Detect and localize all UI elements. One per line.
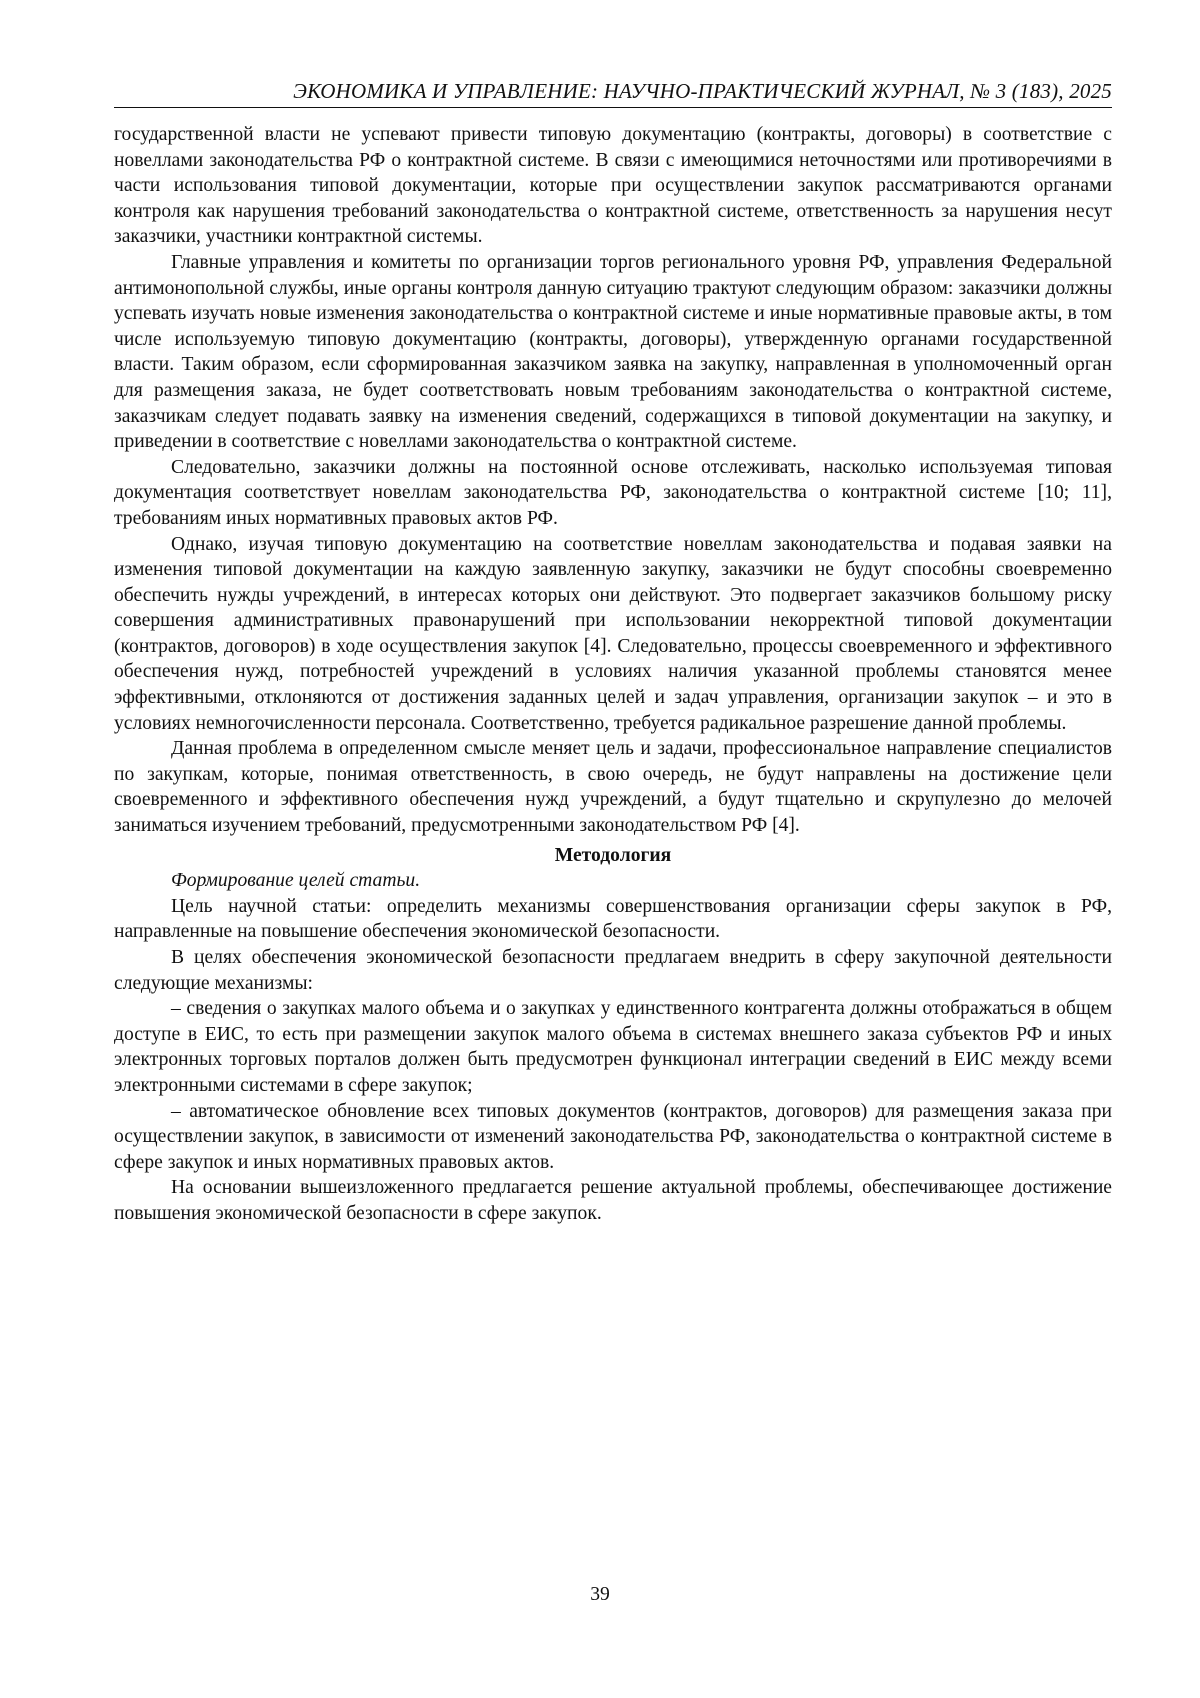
paragraph: Следовательно, заказчики должны на постоянной основе отслеживать, насколько используемая типовая документация соответствует новеллам законодательства РФ, законодательства о контрактной системе [10; 11], требованиям иных нормативных правовых актов РФ.: [114, 456, 1112, 529]
article-body: [114, 122, 1112, 1227]
section-heading-methodology: Методология: [554, 844, 672, 866]
list-item: – автоматическое обновление всех типовых документов (контрактов, договоров) для размещения заказа при осуществлении закупок, в зависимости от изменений законодательства РФ, законодательства о контрактной системе в сфере закупок и иных нормативных правовых актов.: [114, 1100, 1112, 1173]
subsection-heading: Формирование целей статьи.: [171, 870, 421, 892]
paragraph: В целях обеспечения экономической безопасности предлагаем внедрить в сферу закупочной деятельности следующие механизмы:: [114, 947, 1112, 994]
paragraph: Цель научной статьи: определить механизмы совершенствования организации сферы закупок в РФ, направленные на повышение обеспечения экономической безопасности.: [114, 895, 1112, 943]
paragraph: Главные управления и комитеты по организации торгов регионального уровня РФ, управления Федеральной антимонопольной службы, иные органы контроля данную ситуацию трактуют следующим образом: заказчики должны успевать изучать новые изменения законодательства о контрактной системе и иные нормативные правовые акты, в том числе используемую типовую документацию (контракты, договоры), утвержденную органами государственной власти. Таким образом, если сформированная заказчиком заявка на закупку, направленная в уполномоченный орган для размещения заказа, не будет соответствовать новым требованиям законодательства о контрактной системе, заказчикам следует подавать заявку на изменения сведений, содержащихся в типовой документации на закупку, и приведении в соответствие с новеллами законодательства о контрактной системе.: [114, 251, 1112, 453]
running-header: ЭКОНОМИКА И УПРАВЛЕНИЕ: НАУЧНО-ПРАКТИЧЕСКИЙ ЖУРНАЛ, № 3 (183), 2025: [114, 78, 1112, 108]
list-item: – сведения о закупках малого объема и о закупках у единственного контрагента должны отображаться в общем доступе в ЕИС, то есть при размещении закупок малого объема в системах внешнего заказа субъектов РФ и иных электронных торговых порталов должен быть предусмотрен функционал интеграции сведений в ЕИС между всеми электронными системами в сфере закупок;: [114, 998, 1112, 1096]
journal-page: [114, 78, 1112, 1227]
paragraph: Однако, изучая типовую документацию на соответствие новеллам законодательства и подавая заявки на изменения типовой документации на каждую заявленную закупку, заказчики не будут способны своевременно обеспечить нужды учреждений, в интересах которых они действуют. Это подвергает заказчиков большому риску совершения административных правонарушений при использовании некорректной типовой документации (контрактов, договоров) в ходе осуществления закупок [4]. Следовательно, процессы своевременного и эффективного обеспечения нужд, потребностей учреждений в условиях наличия указанной проблемы становятся менее эффективными, отклоняются от достижения заданных целей и задач управления, организации закупок – и это в условиях немногочисленности персонала. Соответственно, требуется радикальное разрешение данной проблемы.: [114, 533, 1112, 734]
paragraph: Данная проблема в определенном смысле меняет цель и задачи, профессиональное направление специалистов по закупкам, которые, понимая ответственность, в свою очередь, не будут направлены на достижение цели своевременного и эффективного обеспечения нужд учреждений, а будут тщательно и скрупулезно до мелочей заниматься изучением требований, предусмотренными законодательством РФ [4].: [114, 738, 1112, 837]
paragraph: На основании вышеизложенного предлагается решение актуальной проблемы, обеспечивающее достижение повышения экономической безопасности в сфере закупок.: [114, 1177, 1112, 1224]
paragraph-continuation: государственной власти не успевают привести типовую документацию (контракты, договоры) в соответствие с новеллами законодательства РФ о контрактной системе. В связи с имеющимися неточностями или противоречиями в части использования типовой документации, которые при осуществлении закупок рассматриваются органами контроля как нарушения требований законодательства о контрактной системе, ответственность за нарушения несут заказчики, участники контрактной системы.: [114, 124, 1112, 248]
page-number: 39: [590, 1584, 610, 1605]
